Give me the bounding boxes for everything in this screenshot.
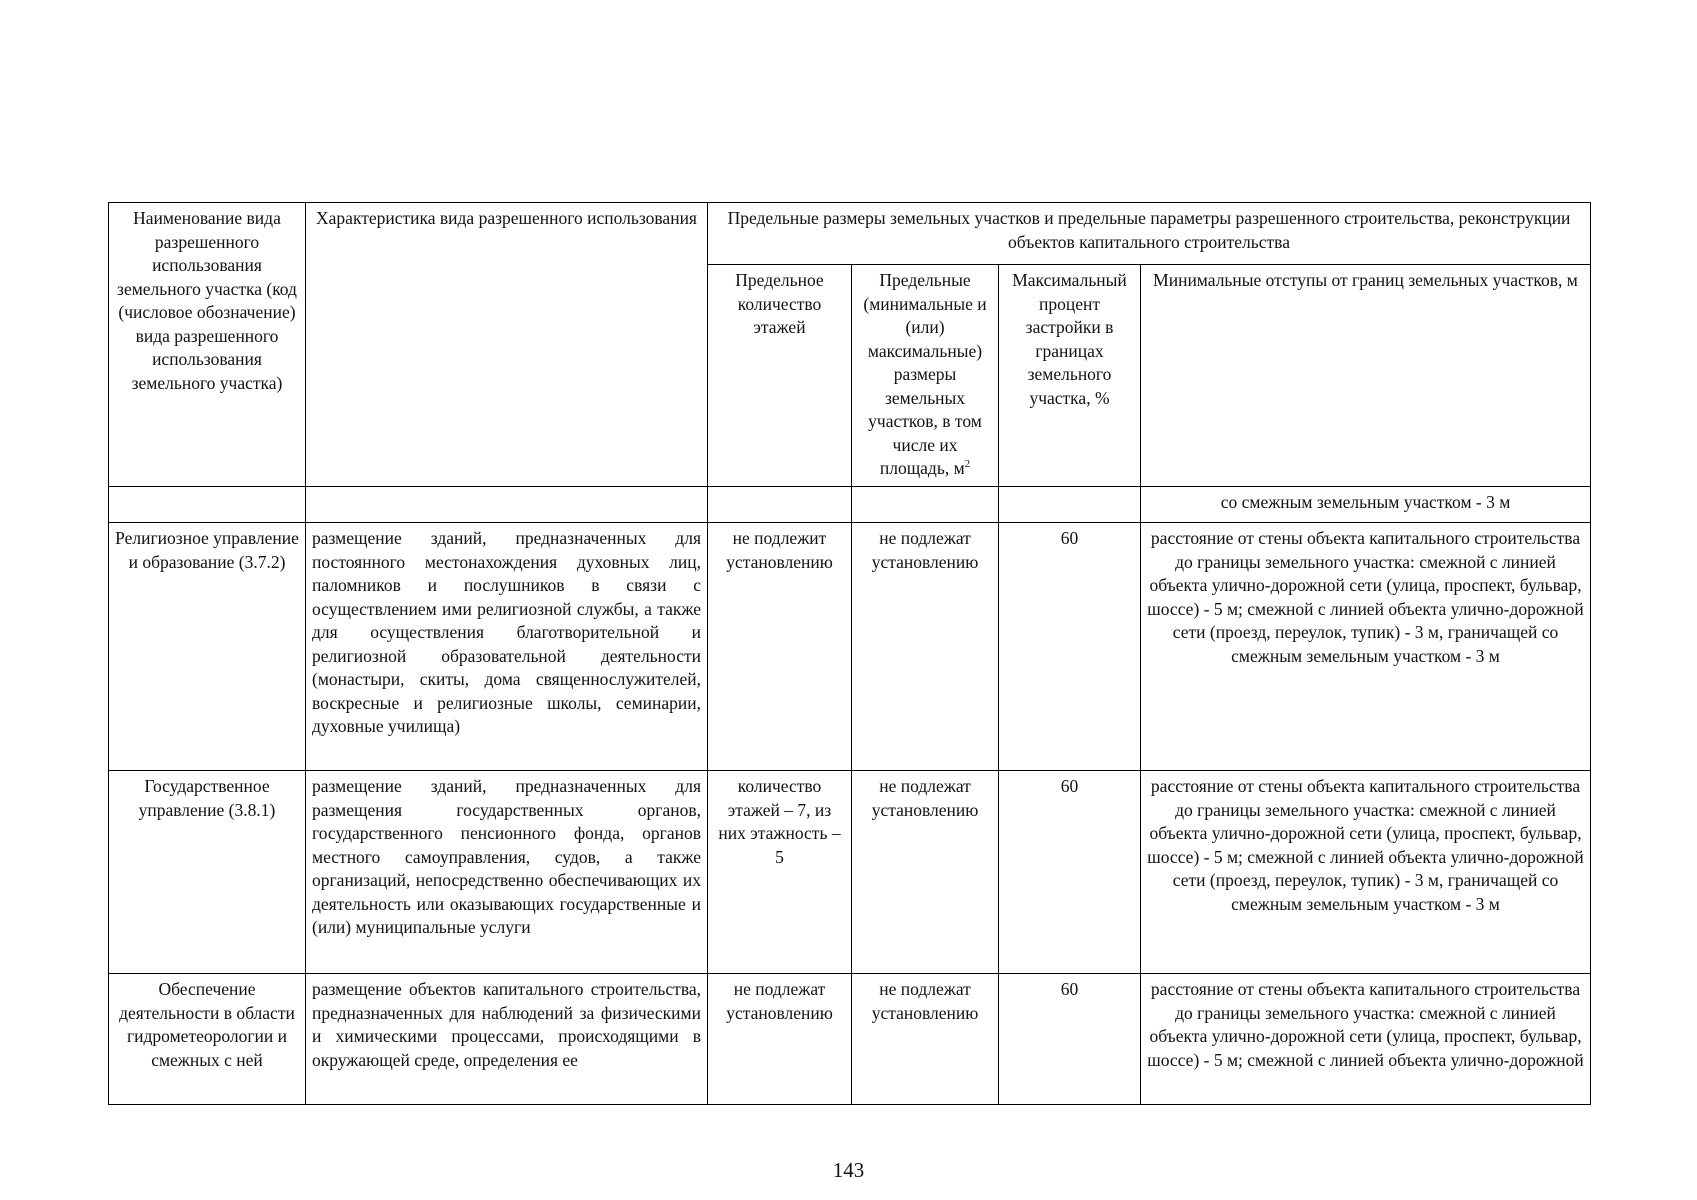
cell-use-name: Государственное управление (3.8.1) xyxy=(109,771,306,974)
header-max-floors: Предельное количество этажей xyxy=(708,265,852,487)
cell-plot-sizes: не подлежат установлению xyxy=(852,974,999,1105)
cell-max-percent: 60 xyxy=(999,974,1141,1105)
cell-empty xyxy=(708,487,852,523)
cell-empty xyxy=(852,487,999,523)
cell-max-percent: 60 xyxy=(999,523,1141,771)
cell-max-floors: количество этажей – 7, из них этажность – 5 xyxy=(708,771,852,974)
cell-setbacks: расстояние от стены объекта капитального строительства до границы земельного участка: смежной с линией объекта улично-дорожной сети (улица, проспект, бульвар, шоссе) - 5 м; смежной с линией объекта улично-дорожной сети (проезд, переулок, тупик) - 3 м, граничащей со смежным земельным участком - 3 м xyxy=(1141,523,1591,771)
page-number: 143 xyxy=(832,1158,865,1182)
cell-use-description: размещение зданий, предназначенных для постоянного местонахождения духовных лиц, паломников и послушников в связи с осуществлением ими религиозной службы, а также для осуществления благотворительной и религиозной образовательной деятельности (монастыри, скиты, дома священнослужителей, воскресные и религиозные школы, семинарии, духовные училища) xyxy=(306,523,708,771)
cell-max-percent: 60 xyxy=(999,771,1141,974)
cell-empty xyxy=(306,487,708,523)
cell-setbacks: расстояние от стены объекта капитального строительства до границы земельного участка: смежной с линией объекта улично-дорожной сети (улица, проспект, бульвар, шоссе) - 5 м; смежной с линией объекта улично-дорожной xyxy=(1141,974,1591,1105)
header-row xyxy=(109,203,1591,265)
header-plot-sizes-sup: 2 xyxy=(964,458,971,471)
cell-use-name: Обеспечение деятельности в области гидрометеорологии и смежных с ней xyxy=(109,974,306,1105)
table-row xyxy=(109,771,1591,974)
header-min-setbacks: Минимальные отступы от границ земельных участков, м xyxy=(1141,265,1591,487)
cell-use-description: размещение зданий, предназначенных для размещения государственных органов, государственного пенсионного фонда, органов местного самоуправления, судов, а также организаций, непосредственно обеспечивающих их деятельность или оказывающих государственные и (или) муниципальные услуги xyxy=(306,771,708,974)
header-plot-sizes-text: Предельные (минимальные и (или) максимальные) размеры земельных участков, в том числе их площадь, м xyxy=(863,270,987,478)
table-row-continuation xyxy=(109,487,1591,523)
header-limits-group: Предельные размеры земельных участков и предельные параметры разрешенного строительства, реконструкции объектов капитального строительства xyxy=(708,203,1591,265)
table-row xyxy=(109,974,1591,1105)
cell-empty xyxy=(999,487,1141,523)
cell-setbacks: расстояние от стены объекта капитального строительства до границы земельного участка: смежной с линией объекта улично-дорожной сети (улица, проспект, бульвар, шоссе) - 5 м; смежной с линией объекта улично-дорожной сети (проезд, переулок, тупик) - 3 м, граничащей со смежным земельным участком - 3 м xyxy=(1141,771,1591,974)
cell-use-name: Религиозное управление и образование (3.7.2) xyxy=(109,523,306,771)
header-use-description: Характеристика вида разрешенного использования xyxy=(306,203,708,487)
cell-setbacks: со смежным земельным участком - 3 м xyxy=(1141,487,1591,523)
cell-max-floors: не подлежит установлению xyxy=(708,523,852,771)
header-use-name: Наименование вида разрешенного использования земельного участка (код (числовое обозначение) вида разрешенного использования земельного участка) xyxy=(109,203,306,487)
header-max-percent: Максимальный процент застройки в границах земельного участка, % xyxy=(999,265,1141,487)
cell-max-floors: не подлежат установлению xyxy=(708,974,852,1105)
cell-plot-sizes: не подлежат установлению xyxy=(852,771,999,974)
table-row xyxy=(109,523,1591,771)
zoning-regulations-table xyxy=(108,202,1591,1105)
cell-plot-sizes: не подлежат установлению xyxy=(852,523,999,771)
header-plot-sizes xyxy=(852,265,999,487)
cell-empty xyxy=(109,487,306,523)
cell-use-description: размещение объектов капитального строительства, предназначенных для наблюдений за физическими и химическими процессами, происходящими в окружающей среде, определения ее xyxy=(306,974,708,1105)
